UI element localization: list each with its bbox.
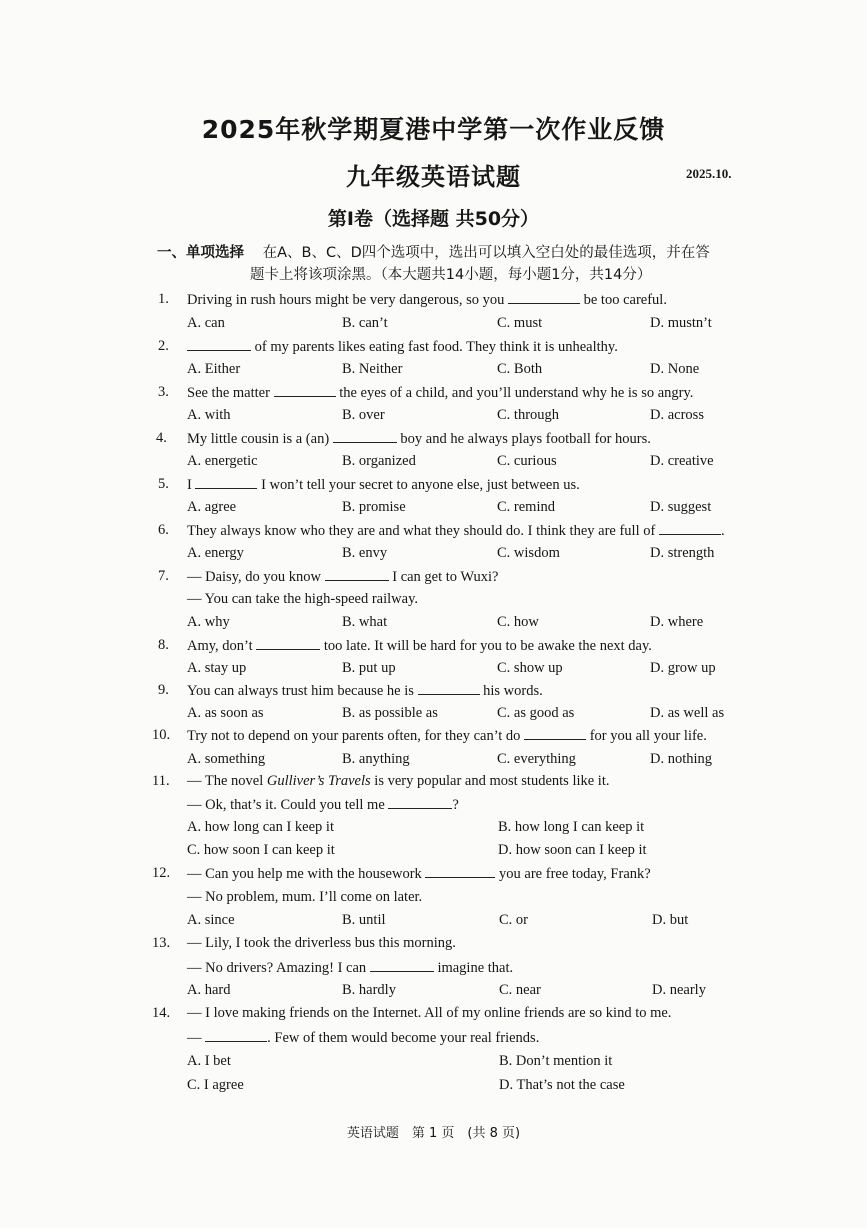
option-b: B. envy (342, 545, 388, 561)
option-a: A. since (187, 912, 235, 928)
option-d: D. creative (650, 453, 714, 469)
question-number: 5. (158, 476, 169, 492)
option-a: A. energy (187, 545, 244, 561)
answer-blank (524, 726, 586, 740)
page-footer: 英语试题 第 1 页 (共 8 页) (346, 1126, 521, 1141)
option-b: B. organized (342, 453, 416, 469)
option-c: C. through (497, 407, 560, 423)
option-a: A. I bet (187, 1053, 231, 1069)
question-number: 8. (158, 637, 169, 653)
section-heading: 一、单项选择 (157, 245, 244, 261)
option-a: A. energetic (187, 453, 258, 469)
option-d: D. None (650, 361, 700, 377)
answer-blank (425, 864, 495, 878)
section-heading-line (157, 241, 710, 262)
option-a: A. hard (187, 982, 231, 998)
question-reply: — . Few of them would become your real friends. (187, 1030, 540, 1046)
option-d: D. where (650, 614, 704, 630)
question-stem: You can always trust him because he is his words. (187, 683, 543, 699)
option-d: D. how soon can I keep it (498, 842, 647, 858)
option-c: C. everything (497, 751, 576, 767)
option-a: A. with (187, 407, 231, 423)
option-c: C. Both (497, 361, 543, 377)
option-d: D. That’s not the case (499, 1077, 625, 1093)
question-number: 1. (158, 291, 169, 307)
answer-blank (388, 795, 452, 809)
question-number: 12. (152, 865, 171, 881)
option-b: B. anything (342, 751, 410, 767)
exam-date: 2025.10. (686, 166, 732, 181)
option-a: A. why (187, 614, 230, 630)
question-stem: of my parents likes eating fast food. They think it is unhealthy. (187, 337, 618, 356)
question-stem: — I love making friends on the Internet. All of my online friends are so kind to me. (187, 1005, 672, 1021)
answer-blank (370, 958, 434, 972)
option-d: D. nothing (650, 751, 713, 767)
exam-subtitle: 九年级英语试题 (346, 163, 521, 191)
answer-blank (195, 475, 257, 489)
option-d: D. strength (650, 545, 715, 561)
question-stem: Driving in rush hours might be very dangerous, so you be too careful. (187, 292, 667, 308)
option-b: B. promise (342, 499, 406, 515)
question-stem: See the matter the eyes of a child, and you’ll understand why he is so angry. (187, 385, 694, 401)
question-number: 4. (156, 430, 167, 446)
option-b: B. Don’t mention it (499, 1053, 613, 1069)
option-d: D. across (650, 407, 704, 423)
question-number: 9. (158, 682, 169, 698)
answer-blank (333, 429, 397, 443)
option-d: D. but (652, 912, 689, 928)
option-c: C. how soon I can keep it (187, 842, 335, 858)
option-b: B. what (342, 614, 388, 630)
answer-blank (187, 337, 251, 351)
option-a: A. agree (187, 499, 237, 515)
part-heading: 第Ⅰ卷（选择题 共50分） (327, 208, 540, 230)
question-stem: — The novel Gulliver’s Travels is very popular and most students like it. (187, 773, 610, 789)
option-c: C. or (499, 912, 528, 928)
question-number: 13. (152, 935, 171, 951)
answer-blank (325, 567, 389, 581)
option-a: A. how long can I keep it (187, 819, 334, 835)
option-b: B. can’t (342, 315, 388, 331)
answer-blank (274, 383, 336, 397)
exam-title: 2025年秋学期夏港中学第一次作业反馈 (201, 115, 666, 144)
question-stem: — Can you help me with the housework you are free today, Frank? (187, 866, 651, 882)
option-c: C. I agree (187, 1077, 244, 1093)
option-a: A. as soon as (187, 705, 264, 721)
answer-blank (256, 636, 320, 650)
option-b: B. how long I can keep it (498, 819, 645, 835)
question-stem: My little cousin is a (an) boy and he always plays football for hours. (187, 431, 651, 447)
question-reply: — You can take the high-speed railway. (187, 591, 419, 607)
question-reply: — No drivers? Amazing! I can imagine that. (187, 960, 514, 976)
answer-blank (418, 681, 480, 695)
answer-blank (205, 1028, 267, 1042)
option-c: C. wisdom (497, 545, 560, 561)
option-d: D. nearly (652, 982, 706, 998)
question-reply: — Ok, that’s it. Could you tell me ? (187, 797, 459, 813)
question-number: 14. (152, 1005, 171, 1021)
option-b: B. hardly (342, 982, 396, 998)
option-a: A. Either (187, 361, 241, 377)
question-stem: — Daisy, do you know I can get to Wuxi? (187, 569, 499, 585)
question-number: 3. (158, 384, 169, 400)
option-c: C. must (497, 315, 543, 331)
option-b: B. over (342, 407, 385, 423)
question-reply: — No problem, mum. I’ll come on later. (187, 889, 423, 905)
option-d: D. as well as (650, 705, 725, 721)
option-c: C. near (499, 982, 541, 998)
option-c: C. remind (497, 499, 555, 515)
option-b: B. as possible as (342, 705, 438, 721)
option-c: C. curious (497, 453, 557, 469)
option-c: C. how (497, 614, 539, 630)
option-b: B. Neither (342, 361, 403, 377)
question-stem: — Lily, I took the driverless bus this morning. (187, 935, 456, 951)
book-title: Gulliver’s Travels (266, 773, 371, 789)
question-stem: I I won’t tell your secret to anyone else, just between us. (187, 477, 580, 493)
section-instruction-2: 题卡上将该项涂黑。（本大题共14小题，每小题1分，共14分） (250, 267, 652, 283)
option-c: C. as good as (497, 705, 575, 721)
answer-blank (659, 521, 721, 535)
option-b: B. until (342, 912, 386, 928)
question-stem: Try not to depend on your parents often, for they can’t do for you all your life. (187, 728, 707, 744)
option-d: D. grow up (650, 660, 716, 676)
option-b: B. put up (342, 660, 396, 676)
question-number: 10. (152, 727, 171, 743)
section-instruction-1: 在A、B、C、D四个选项中，选出可以填入空白处的最佳选项，并在答 (262, 245, 710, 261)
option-a: A. stay up (187, 660, 247, 676)
option-a: A. can (187, 315, 225, 331)
answer-blank (508, 290, 580, 304)
option-c: C. show up (497, 660, 563, 676)
option-d: D. mustn’t (650, 315, 712, 331)
question-stem: Amy, don’t too late. It will be hard for you to be awake the next day. (187, 638, 652, 654)
option-d: D. suggest (650, 499, 712, 515)
question-stem: They always know who they are and what they should do. I think they are full of . (187, 523, 725, 539)
question-number: 6. (158, 522, 169, 538)
question-number: 11. (152, 773, 170, 789)
question-number: 7. (158, 568, 169, 584)
question-number: 2. (158, 338, 169, 354)
option-a: A. something (187, 751, 266, 767)
